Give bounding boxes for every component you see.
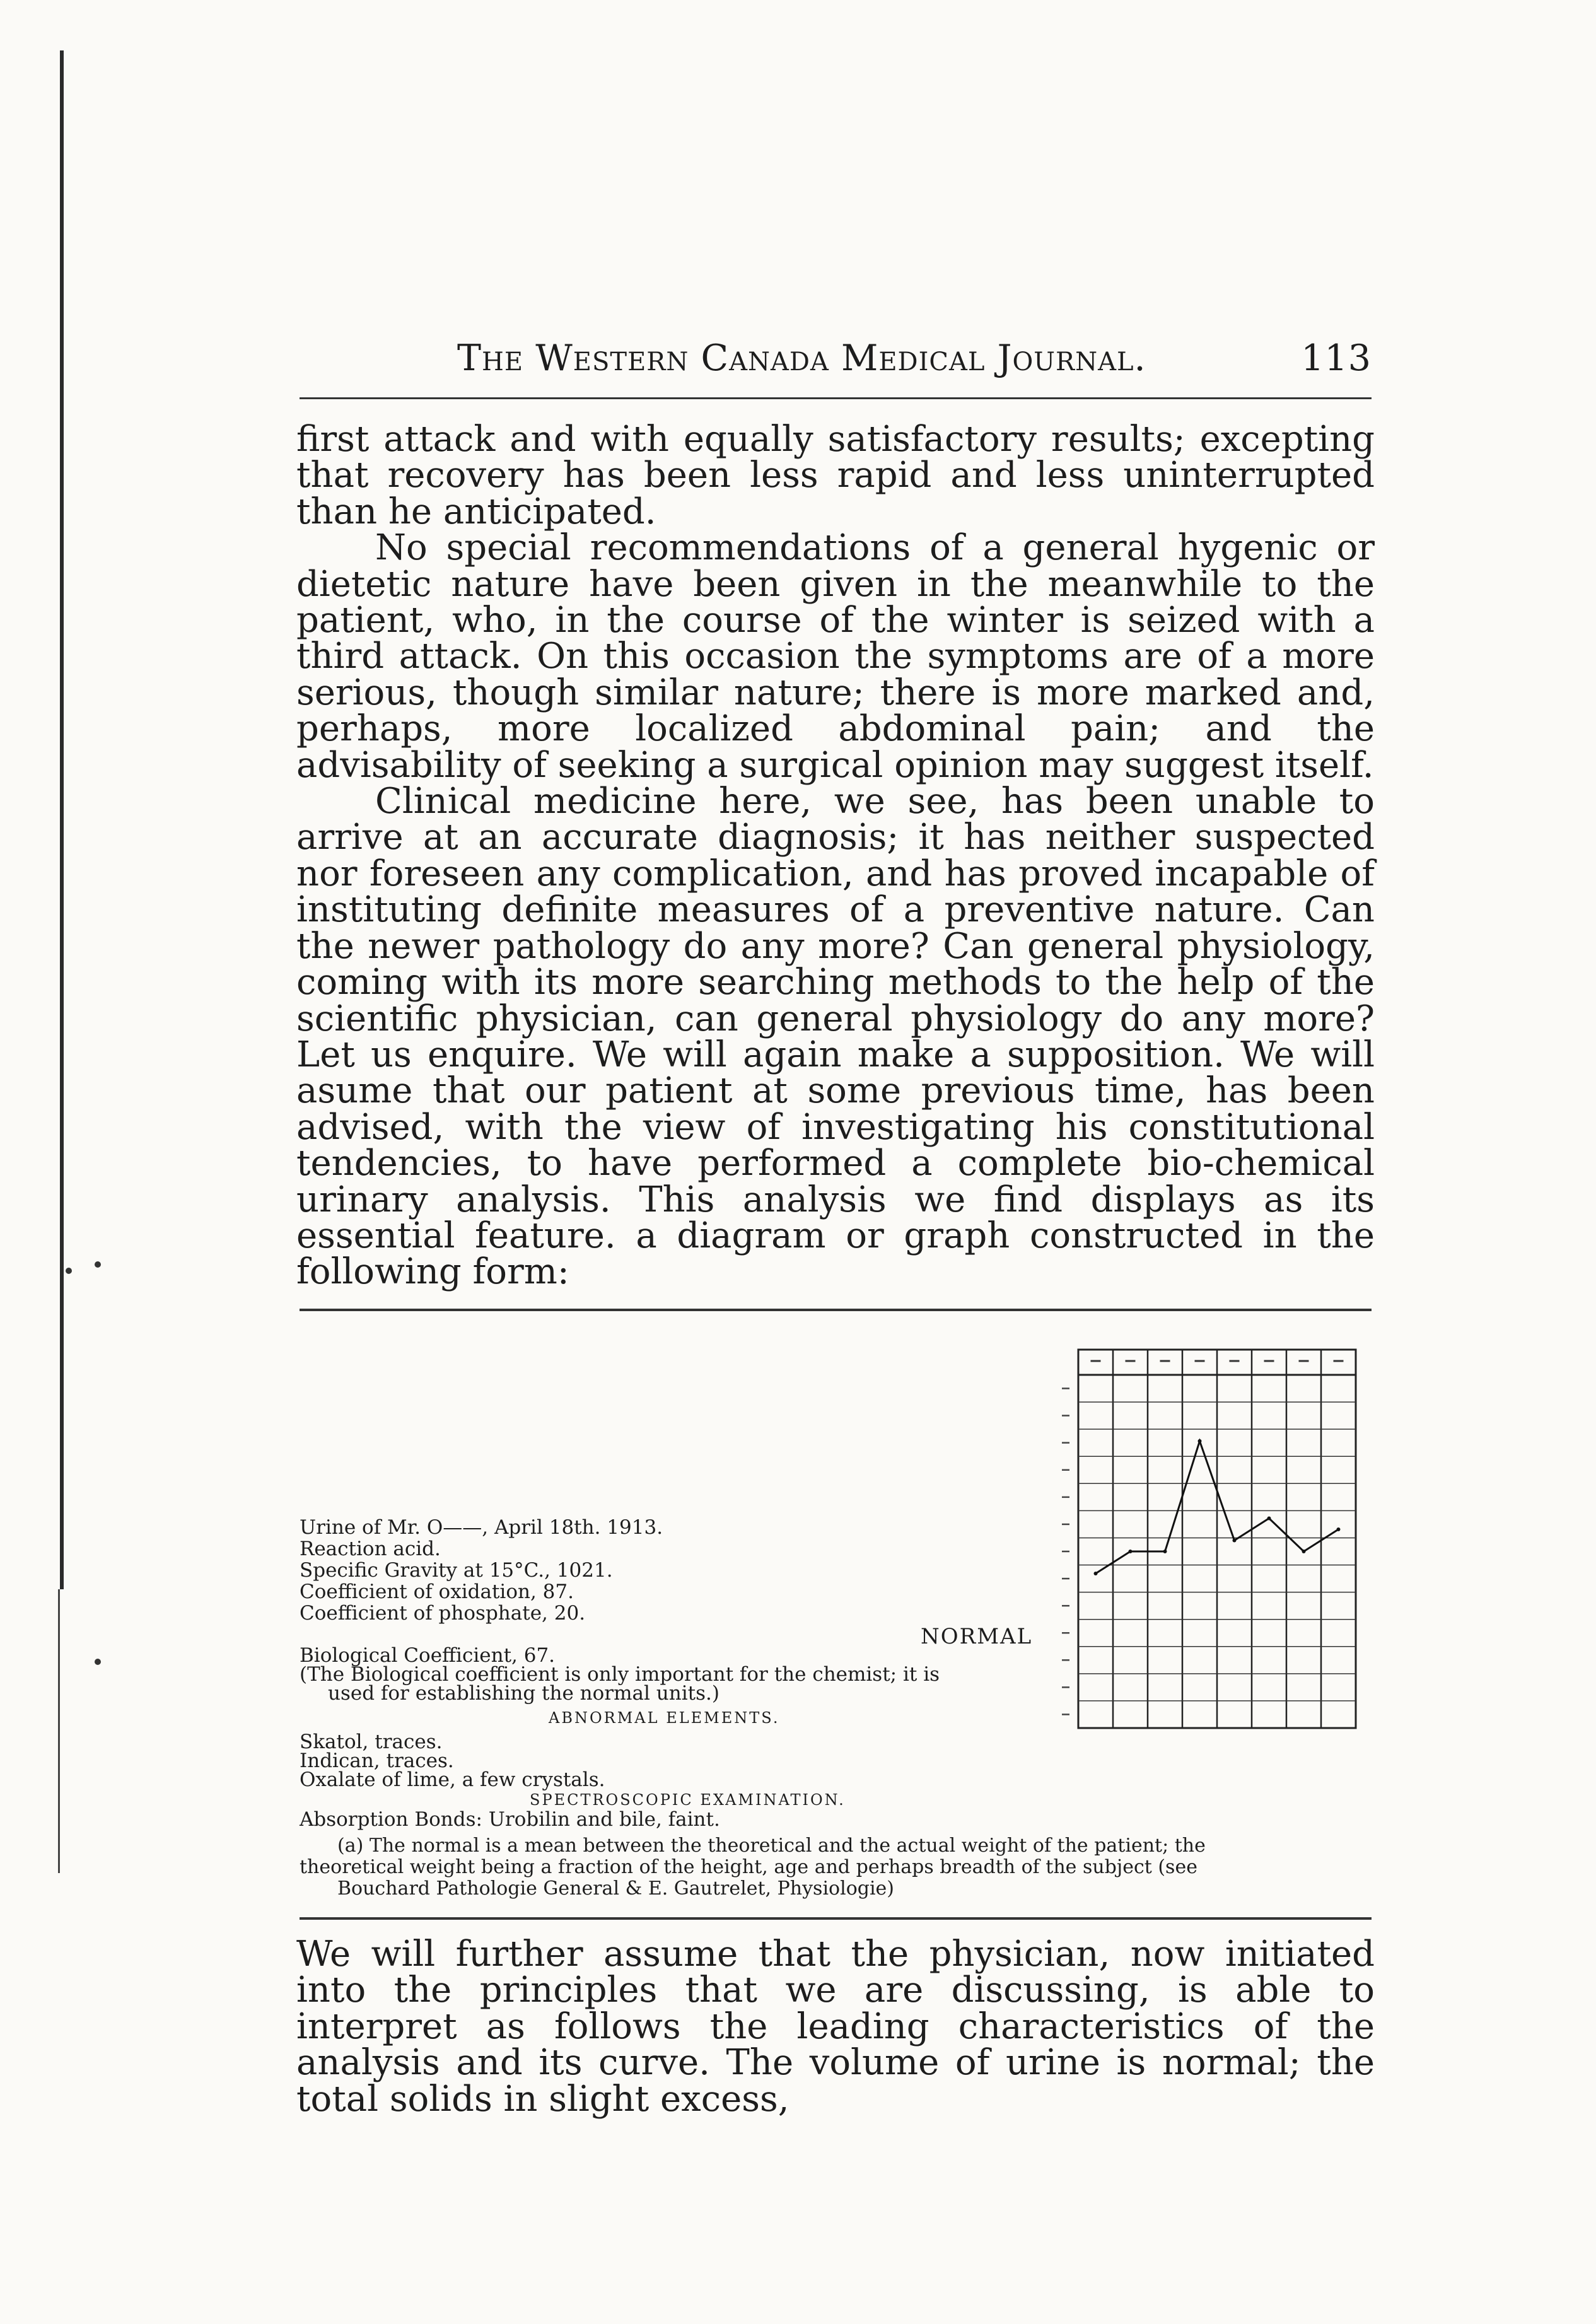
header-rule (300, 397, 1372, 399)
biological-note: (The Biological coefficient is only important for the chemist; it is (300, 1663, 940, 1686)
analysis-line: Coefficient of phosphate, 20. (300, 1602, 586, 1625)
scan-speck (95, 1261, 101, 1268)
footnote (300, 1835, 1372, 1900)
footnote-line: Bouchard Pathologie General & E. Gautrelet, Physiologie) (337, 1877, 895, 1900)
graph-data-point (1302, 1550, 1306, 1553)
graph-data-point (1198, 1439, 1202, 1443)
paragraph: first attack and with equally satisfactory results; excepting that recovery has been less rapid and less uninterrupted than he anticipated. (296, 419, 1375, 532)
abnormal-item: Indican, traces. (300, 1749, 454, 1772)
biological-coefficient: Biological Coefficient, 67. (300, 1644, 556, 1667)
abnormal-item: Skatol, traces. (300, 1731, 443, 1753)
scan-margin-line (60, 50, 64, 1589)
journal-title: The Western Canada Medical Journal. (457, 337, 1146, 379)
body-text-bottom (296, 1934, 1375, 2120)
normal-label: NORMAL (921, 1624, 1033, 1649)
paragraph: No special recommendations of a general hygenic or dietetic nature have been given in the meanwhile to the patient, who, in the course of the winter is seized with a third attack. On this occasion the symptoms are of a more serious, though similar nature; there is more marked and, perhaps, more localized abdominal pain; and the advisability of seeking a surgical opinion may suggest itself. (296, 527, 1375, 786)
body-text-top (296, 419, 1375, 1293)
paragraph: Clinical medicine here, we see, has been unable to arrive at an accurate diagnosis; it has neither suspected nor foreseen any complication, and has proved incapable of instituting definite measures of a preventive nature. Can the newer pathology do any more? Can general physiology, coming with its more searching methods to the help of the scientific physician, can general physiology do any more? Let us enquire. We will again make a supposition. We will asume that our patient at some previous time, has been advised, with the view of investigating his constitutional tendencies, to have performed a complete bio-chemical urinary analysis. This analysis we find displays as its essential feature. a diagram or graph constructed in the following form: (296, 781, 1375, 1293)
paragraph: We will further assume that the physician, now initiated into the principles that we are discussing, is able to interpret as follows the leading characteristics of the analysis and its curve. The volume of urine is normal; the total solids in slight excess, (296, 1934, 1375, 2120)
scan-margin-line-lower (58, 1589, 60, 1873)
graph-data-point (1163, 1550, 1167, 1553)
abnormal-item: Oxalate of lime, a few crystals. (300, 1768, 605, 1791)
graph-data-point (1129, 1550, 1133, 1553)
scan-speck (66, 1268, 72, 1274)
spectroscopic-heading: SPECTROSCOPIC EXAMINATION. (530, 1791, 846, 1809)
analysis-line: Reaction acid. (300, 1538, 441, 1560)
page-number: 113 (1301, 337, 1372, 379)
abnormal-heading: ABNORMAL ELEMENTS. (549, 1709, 780, 1727)
graph-data-point (1267, 1517, 1271, 1521)
graph-data-point (1094, 1572, 1098, 1575)
analysis-line: Coefficient of oxidation, 87. (300, 1580, 574, 1603)
absorption-line: Absorption Bonds: Urobilin and bile, faint. (300, 1808, 720, 1831)
analysis-line: Specific Gravity at 15°C., 1021. (300, 1559, 613, 1582)
running-header (457, 337, 1372, 379)
footnote-line: (a) The normal is a mean between the theoretical and the actual weight of the patient; the (337, 1835, 1206, 1857)
section-rule-top (300, 1309, 1372, 1311)
footnote-line: theoretical weight being a fraction of the height, age and perhaps breadth of the subject (see (300, 1856, 1197, 1878)
graph-data-point (1233, 1539, 1237, 1543)
section-rule-bottom (300, 1917, 1372, 1920)
analysis-line: Urine of Mr. O——, April 18th. 1913. (300, 1516, 663, 1539)
biological-note-cont: used for establishing the normal units.) (328, 1682, 719, 1705)
graph-grid (1062, 1350, 1356, 1728)
urine-analysis-graph (1047, 1343, 1362, 1734)
graph-data-point (1337, 1527, 1341, 1531)
scan-speck (95, 1659, 101, 1665)
